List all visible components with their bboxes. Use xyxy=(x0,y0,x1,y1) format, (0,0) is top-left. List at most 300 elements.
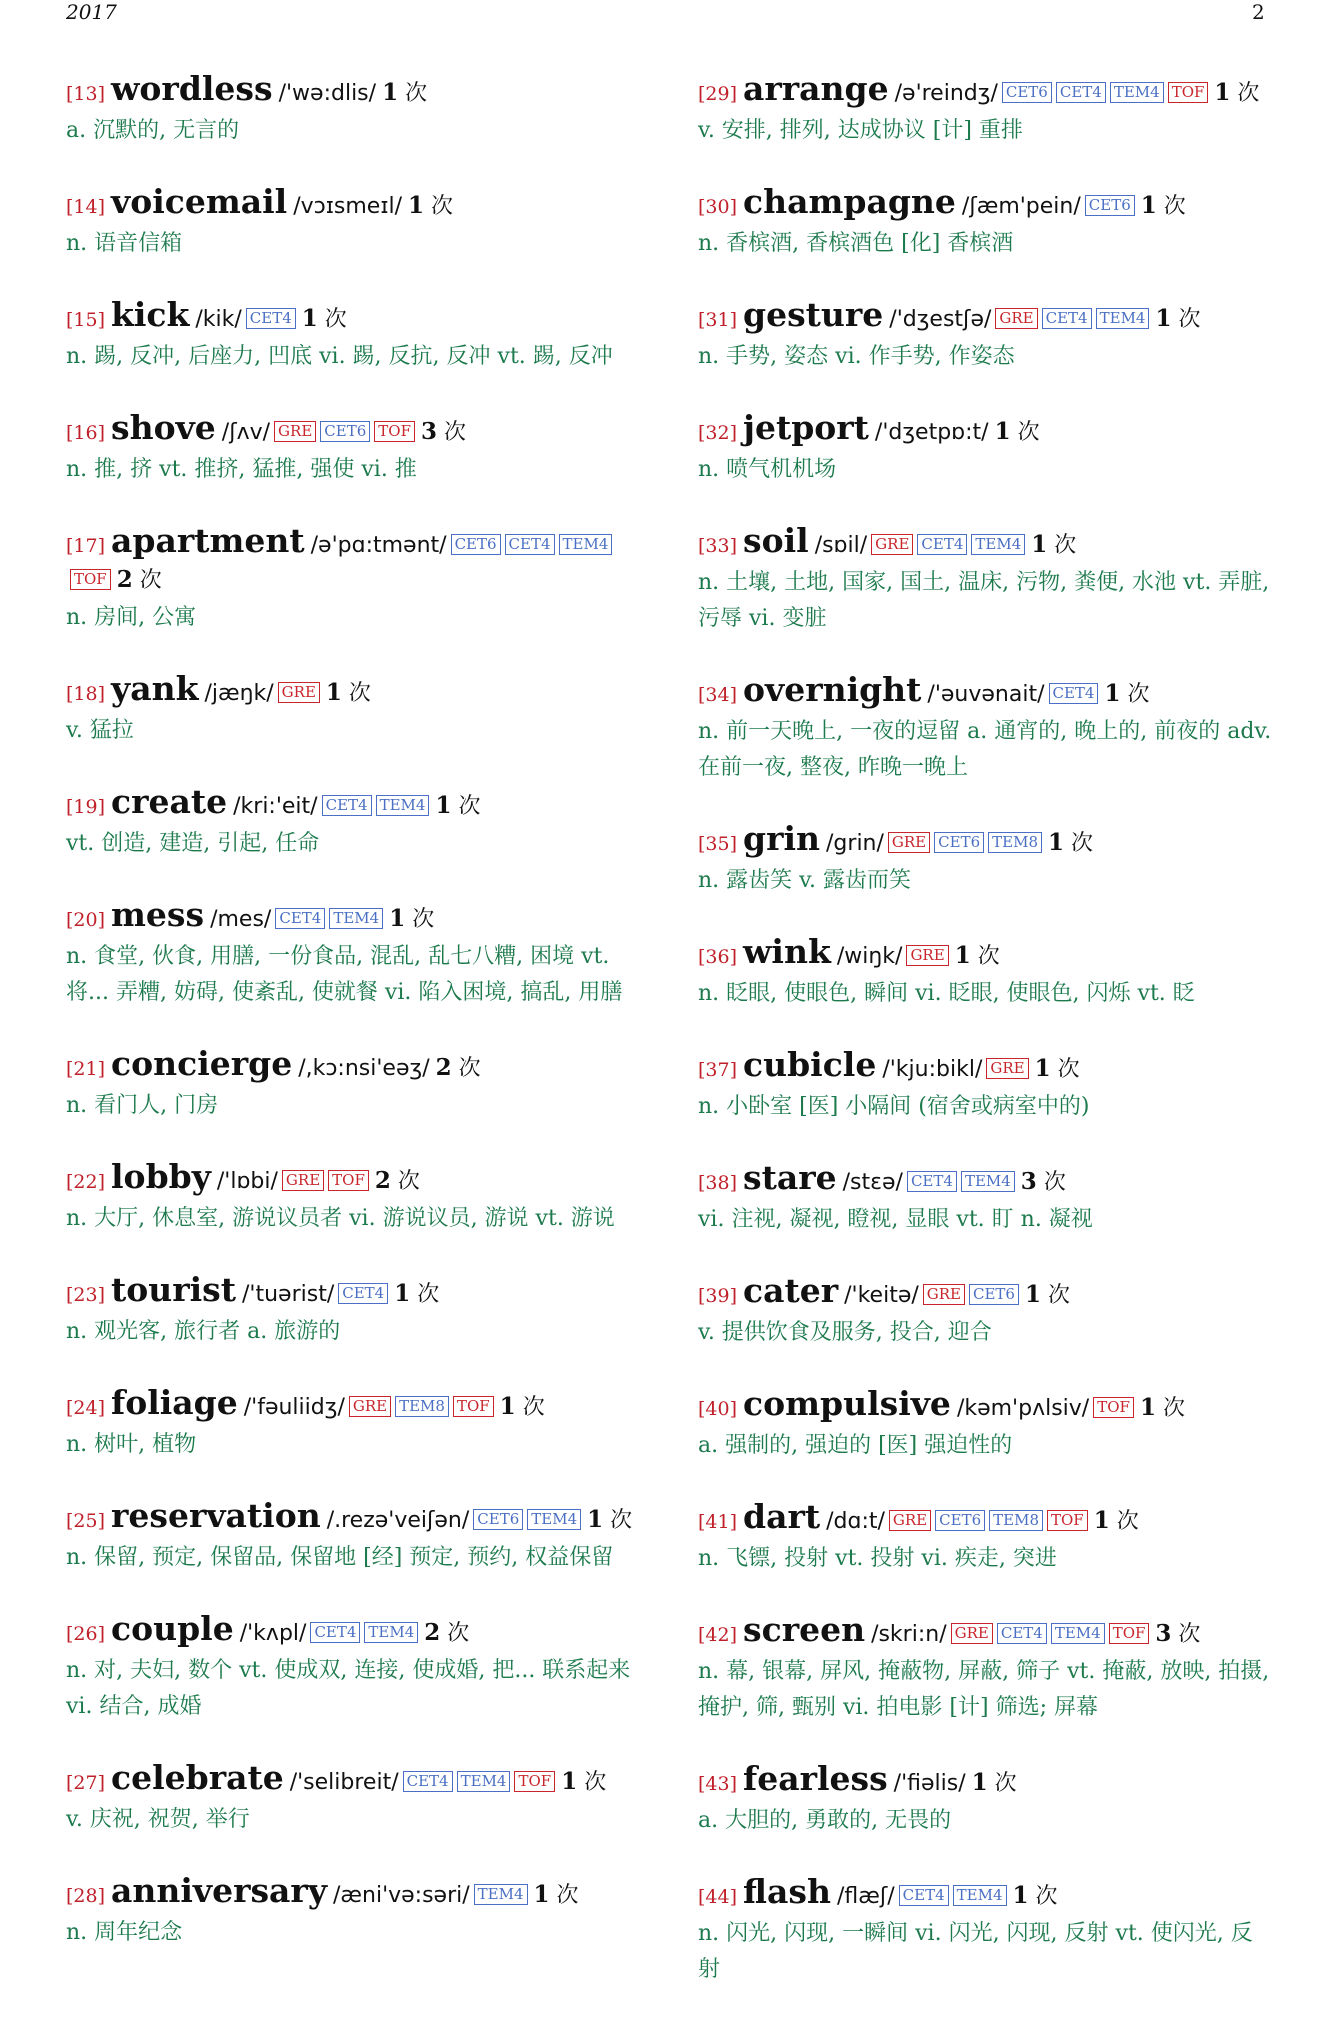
frequency-count xyxy=(1155,307,1200,332)
entry-number: [29] xyxy=(698,83,738,105)
headword: voicemail xyxy=(111,182,288,221)
headword: grin xyxy=(743,819,821,858)
count-unit: 次 xyxy=(1178,307,1201,332)
frequency-count xyxy=(587,1508,632,1533)
headword: wordless xyxy=(111,69,273,108)
exam-tag: CET6 xyxy=(934,832,984,853)
frequency-count xyxy=(995,420,1040,445)
exam-tag: TOF xyxy=(1047,1510,1088,1531)
count-value: 1 xyxy=(394,1280,411,1307)
count-value: 1 xyxy=(408,192,425,219)
entry-number: [15] xyxy=(66,309,106,331)
exam-tag: TEM4 xyxy=(961,1171,1015,1192)
exam-tag: TOF xyxy=(1093,1397,1134,1418)
entry-number: [27] xyxy=(66,1772,106,1794)
count-value: 1 xyxy=(1012,1882,1029,1909)
entry-number: [36] xyxy=(698,946,738,968)
headword: gesture xyxy=(743,295,884,334)
phonetic: /'dʒestʃə/ xyxy=(889,307,992,332)
definition: n. 看门人, 门房 xyxy=(66,1093,219,1118)
count-value: 1 xyxy=(533,1881,550,1908)
vocab-entry xyxy=(66,1383,641,1463)
entry-number: [41] xyxy=(698,1511,738,1533)
phonetic: /ʃæm'pein/ xyxy=(961,194,1081,219)
vocab-entry xyxy=(66,895,641,1011)
frequency-count xyxy=(389,907,434,932)
entry-headline xyxy=(66,1758,641,1800)
count-unit: 次 xyxy=(139,568,162,593)
vocab-entry xyxy=(698,1872,1273,1988)
exam-tag: CET6 xyxy=(473,1509,523,1530)
count-value: 1 xyxy=(1140,192,1157,219)
entry-number: [35] xyxy=(698,833,738,855)
vocab-entry xyxy=(698,69,1273,149)
phonetic: /'lɒbi/ xyxy=(216,1169,278,1194)
exam-tag: GRE xyxy=(282,1170,324,1191)
exam-tag: CET4 xyxy=(1056,82,1106,103)
frequency-count xyxy=(1214,81,1259,106)
entry-number: [38] xyxy=(698,1172,738,1194)
definition: v. 安排, 排列, 达成协议 [计] 重排 xyxy=(698,118,1023,143)
definition: n. 土壤, 土地, 国家, 国土, 温床, 污物, 粪便, 水池 vt. 弄脏, 污辱 vi. 变脏 xyxy=(698,570,1270,631)
headword: stare xyxy=(743,1158,837,1197)
headword: couple xyxy=(111,1609,234,1648)
count-value: 3 xyxy=(1155,1620,1172,1647)
frequency-count xyxy=(394,1282,439,1307)
entry-headline xyxy=(66,408,641,450)
entry-headline xyxy=(698,1610,1273,1652)
count-value: 1 xyxy=(1093,1507,1110,1534)
frequency-count xyxy=(1155,1622,1200,1647)
phonetic: /'selibreit/ xyxy=(289,1770,399,1795)
count-value: 1 xyxy=(971,1769,988,1796)
headword: wink xyxy=(743,932,831,971)
exam-tag: TEM4 xyxy=(329,908,383,929)
vocab-entry xyxy=(66,1044,641,1124)
definition: n. 食堂, 伙食, 用膳, 一份食品, 混乱, 乱七八糟, 困境 vt. 将... 弄糟, 妨碍, 使紊乱, 使就餐 vi. 陷入困境, 搞乱, 用膳 xyxy=(66,944,623,1005)
count-unit: 次 xyxy=(1017,420,1040,445)
definition: a. 强制的, 强迫的 [医] 强迫性的 xyxy=(698,1433,1013,1458)
phonetic: /kəm'pʌlsiv/ xyxy=(956,1396,1090,1421)
entry-headline xyxy=(698,295,1273,337)
exam-tag: GRE xyxy=(349,1396,391,1417)
count-value: 1 xyxy=(954,942,971,969)
count-unit: 次 xyxy=(1043,1170,1066,1195)
exam-tag: GRE xyxy=(995,308,1037,329)
headword: jetport xyxy=(743,408,869,447)
phonetic: /,kɔ:nsi'eəʒ/ xyxy=(298,1056,430,1081)
vocab-entry xyxy=(698,932,1273,1012)
exam-tag: TEM4 xyxy=(527,1509,581,1530)
headword: yank xyxy=(111,669,199,708)
exam-tag: TOF xyxy=(514,1771,555,1792)
frequency-count xyxy=(1035,1057,1080,1082)
vocab-entry xyxy=(698,1045,1273,1125)
count-unit: 次 xyxy=(1178,1622,1201,1647)
phonetic: /ə'reindʒ/ xyxy=(894,81,998,106)
definition: n. 眨眼, 使眼色, 瞬间 vi. 眨眼, 使眼色, 闪烁 vt. 眨 xyxy=(698,981,1195,1006)
entry-number: [30] xyxy=(698,196,738,218)
frequency-count xyxy=(972,1771,1017,1796)
entry-number: [26] xyxy=(66,1623,106,1645)
exam-tag: TOF xyxy=(374,421,415,442)
entry-number: [24] xyxy=(66,1397,106,1419)
entry-number: [42] xyxy=(698,1624,738,1646)
exam-tag: GRE xyxy=(889,1510,931,1531)
frequency-count xyxy=(302,307,347,332)
entry-headline xyxy=(66,1157,641,1199)
count-value: 1 xyxy=(587,1506,604,1533)
entry-number: [20] xyxy=(66,909,106,931)
count-unit: 次 xyxy=(458,1056,481,1081)
count-unit: 次 xyxy=(1035,1884,1058,1909)
count-unit: 次 xyxy=(431,194,454,219)
count-unit: 次 xyxy=(1127,682,1150,707)
definition: n. 露齿笑 v. 露齿而笑 xyxy=(698,868,911,893)
count-unit: 次 xyxy=(977,944,1000,969)
count-unit: 次 xyxy=(1057,1057,1080,1082)
entry-number: [22] xyxy=(66,1171,106,1193)
exam-tag: TEM4 xyxy=(457,1771,511,1792)
entry-number: [17] xyxy=(66,535,106,557)
exam-tag: TOF xyxy=(70,569,111,590)
entry-headline xyxy=(698,1384,1273,1426)
exam-tag: TEM8 xyxy=(988,832,1042,853)
entry-headline xyxy=(66,69,641,111)
count-value: 3 xyxy=(420,418,437,445)
vocab-entry xyxy=(66,1871,641,1951)
exam-tag: TEM4 xyxy=(364,1622,418,1643)
phonetic: /'wə:dlis/ xyxy=(278,81,377,106)
vocab-entry xyxy=(66,669,641,749)
entry-headline xyxy=(66,295,641,337)
exam-tag: TEM4 xyxy=(953,1885,1007,1906)
phonetic: /stɛə/ xyxy=(842,1170,903,1195)
headword: arrange xyxy=(743,69,889,108)
exam-tag: TEM4 xyxy=(971,534,1025,555)
entry-headline xyxy=(698,1759,1273,1801)
entry-headline xyxy=(66,782,641,824)
definition: n. 幕, 银幕, 屏风, 掩蔽物, 屏蔽, 筛子 vt. 掩蔽, 放映, 拍摄, 掩护, 筛, 甄别 vi. 拍电影 [计] 筛选; 屏幕 xyxy=(698,1659,1270,1720)
entry-number: [21] xyxy=(66,1058,106,1080)
count-value: 2 xyxy=(374,1167,391,1194)
phonetic: /'dʒetpɒ:t/ xyxy=(874,420,989,445)
exam-tag: GRE xyxy=(278,682,320,703)
left-column xyxy=(66,69,641,1987)
count-unit: 次 xyxy=(1163,194,1186,219)
entry-number: [18] xyxy=(66,683,106,705)
entry-number: [19] xyxy=(66,796,106,818)
entry-headline xyxy=(66,1044,641,1086)
count-value: 1 xyxy=(1024,1281,1041,1308)
headword: dart xyxy=(743,1497,821,1536)
frequency-count xyxy=(1013,1884,1058,1909)
exam-tag: GRE xyxy=(888,832,930,853)
count-value: 1 xyxy=(382,79,399,106)
headword: soil xyxy=(743,521,809,560)
count-unit: 次 xyxy=(994,1771,1017,1796)
headword: champagne xyxy=(743,182,956,221)
count-unit: 次 xyxy=(1162,1396,1185,1421)
count-value: 1 xyxy=(325,679,342,706)
count-unit: 次 xyxy=(556,1883,579,1908)
frequency-count xyxy=(955,944,1000,969)
headword: compulsive xyxy=(743,1384,951,1423)
entry-headline xyxy=(698,408,1273,450)
entry-number: [14] xyxy=(66,196,106,218)
entry-headline xyxy=(698,670,1273,712)
count-unit: 次 xyxy=(1237,81,1260,106)
definition: n. 对, 夫妇, 数个 vt. 使成双, 连接, 使成婚, 把... 联系起来 vi. 结合, 成婚 xyxy=(66,1658,631,1719)
count-value: 2 xyxy=(424,1619,441,1646)
headword: reservation xyxy=(111,1496,321,1535)
definition: a. 沉默的, 无言的 xyxy=(66,118,240,143)
phonetic: /skri:n/ xyxy=(871,1622,947,1647)
count-unit: 次 xyxy=(444,420,467,445)
entry-headline xyxy=(66,1270,641,1312)
count-value: 1 xyxy=(301,305,318,332)
entry-number: [28] xyxy=(66,1885,106,1907)
headword: overnight xyxy=(743,670,922,709)
count-unit: 次 xyxy=(1071,831,1094,856)
exam-tag: CET4 xyxy=(1049,683,1099,704)
exam-tag: TEM4 xyxy=(1110,82,1164,103)
frequency-count xyxy=(500,1395,545,1420)
exam-tag: CET4 xyxy=(322,795,372,816)
vocab-entry xyxy=(698,1384,1273,1464)
vocab-entry xyxy=(66,1157,641,1237)
frequency-count xyxy=(375,1169,420,1194)
entry-number: [25] xyxy=(66,1510,106,1532)
count-value: 1 xyxy=(1034,1055,1051,1082)
definition: n. 小卧室 [医] 小隔间 (宿舍或病室中的) xyxy=(698,1094,1090,1119)
definition: n. 大厅, 休息室, 游说议员者 vi. 游说议员, 游说 vt. 游说 xyxy=(66,1206,615,1231)
headword: tourist xyxy=(111,1270,237,1309)
headword: anniversary xyxy=(111,1871,327,1910)
frequency-count xyxy=(1141,194,1186,219)
vocab-entry xyxy=(66,1609,641,1725)
count-unit: 次 xyxy=(405,81,428,106)
exam-tag: CET4 xyxy=(310,1622,360,1643)
vocab-entry xyxy=(66,69,641,149)
vocab-entry xyxy=(66,295,641,375)
entry-number: [40] xyxy=(698,1398,738,1420)
exam-tag: CET4 xyxy=(505,534,555,555)
entry-headline xyxy=(66,1496,641,1538)
frequency-count xyxy=(1031,533,1076,558)
entry-number: [44] xyxy=(698,1886,738,1908)
definition: n. 手势, 姿态 vi. 作手势, 作姿态 xyxy=(698,344,1015,369)
phonetic: /'fiəlis/ xyxy=(893,1771,966,1796)
headword: create xyxy=(111,782,228,821)
frequency-count xyxy=(1025,1283,1070,1308)
definition: a. 大胆的, 勇敢的, 无畏的 xyxy=(698,1808,952,1833)
definition: n. 房间, 公寓 xyxy=(66,605,197,630)
entry-number: [23] xyxy=(66,1284,106,1306)
entry-number: [16] xyxy=(66,422,106,444)
definition: n. 树叶, 植物 xyxy=(66,1432,197,1457)
exam-tag: TOF xyxy=(1168,82,1209,103)
exam-tag: CET4 xyxy=(246,308,296,329)
frequency-count xyxy=(1140,1396,1185,1421)
exam-tag: CET4 xyxy=(275,908,325,929)
vocab-entry xyxy=(66,408,641,488)
exam-tag: GRE xyxy=(951,1623,993,1644)
definition: v. 庆祝, 祝贺, 举行 xyxy=(66,1807,250,1832)
definition: v. 提供饮食及服务, 投合, 迎合 xyxy=(698,1320,992,1345)
entry-headline xyxy=(698,819,1273,861)
count-unit: 次 xyxy=(458,794,481,819)
exam-tag: TEM4 xyxy=(559,534,613,555)
frequency-count xyxy=(561,1770,606,1795)
phonetic: /ʃʌv/ xyxy=(221,420,271,445)
phonetic: /dɑ:t/ xyxy=(826,1509,885,1534)
exam-tag: CET6 xyxy=(451,534,501,555)
phonetic: /sɒil/ xyxy=(814,533,868,558)
entry-headline xyxy=(66,1383,641,1425)
phonetic: /jæŋk/ xyxy=(204,681,274,706)
entry-headline xyxy=(698,932,1273,974)
entry-headline xyxy=(698,1158,1273,1200)
headword: concierge xyxy=(111,1044,293,1083)
headword: lobby xyxy=(111,1157,211,1196)
definition: n. 闪光, 闪现, 一瞬间 vi. 闪光, 闪现, 反射 vt. 使闪光, 反射 xyxy=(698,1921,1253,1982)
headword: flash xyxy=(743,1872,831,1911)
vocab-entry xyxy=(66,1496,641,1576)
exam-tag: TEM4 xyxy=(376,795,430,816)
definition: v. 猛拉 xyxy=(66,718,134,743)
entry-headline xyxy=(698,182,1273,224)
count-unit: 次 xyxy=(1116,1509,1139,1534)
entry-headline xyxy=(698,1497,1273,1539)
definition: n. 语音信箱 xyxy=(66,231,183,256)
vocab-entry xyxy=(698,408,1273,488)
phonetic: /kri:'eit/ xyxy=(233,794,318,819)
definition: n. 保留, 预定, 保留品, 保留地 [经] 预定, 预约, 权益保留 xyxy=(66,1545,614,1570)
frequency-count xyxy=(435,794,480,819)
count-value: 1 xyxy=(1139,1394,1156,1421)
count-unit: 次 xyxy=(397,1169,420,1194)
count-value: 1 xyxy=(1155,305,1172,332)
phonetic: /'fəuliidʒ/ xyxy=(243,1395,345,1420)
entry-headline xyxy=(66,521,641,598)
headword: cubicle xyxy=(743,1045,877,1084)
vocab-entry xyxy=(698,1271,1273,1351)
definition: vt. 创造, 建造, 引起, 任命 xyxy=(66,831,320,856)
count-unit: 次 xyxy=(522,1395,545,1420)
frequency-count xyxy=(534,1883,579,1908)
phonetic: /kik/ xyxy=(195,307,242,332)
definition: n. 踢, 反冲, 后座力, 凹底 vi. 踢, 反抗, 反冲 vt. 踢, 反冲 xyxy=(66,344,613,369)
entry-number: [32] xyxy=(698,422,738,444)
vocab-entry xyxy=(66,182,641,262)
frequency-count xyxy=(421,420,466,445)
headword: shove xyxy=(111,408,216,447)
vocab-entry xyxy=(66,782,641,862)
phonetic: /wiŋk/ xyxy=(836,944,903,969)
entry-headline xyxy=(698,1271,1273,1313)
entry-headline xyxy=(698,1045,1273,1087)
phonetic: /mes/ xyxy=(210,907,272,932)
count-value: 1 xyxy=(1104,680,1121,707)
vocab-entry xyxy=(698,670,1273,786)
frequency-count xyxy=(1048,831,1093,856)
phonetic: /.rezə'veiʃən/ xyxy=(326,1508,470,1533)
exam-tag: TEM4 xyxy=(1096,308,1150,329)
exam-tag: CET6 xyxy=(320,421,370,442)
entry-number: [37] xyxy=(698,1059,738,1081)
exam-tag: CET4 xyxy=(1042,308,1092,329)
entry-headline xyxy=(698,521,1273,563)
headword: celebrate xyxy=(111,1758,284,1797)
count-unit: 次 xyxy=(584,1770,607,1795)
headword: foliage xyxy=(111,1383,238,1422)
exam-tag: GRE xyxy=(274,421,316,442)
exam-tag: TOF xyxy=(453,1396,494,1417)
vocab-entry xyxy=(698,1497,1273,1577)
entry-number: [33] xyxy=(698,535,738,557)
vocab-entry xyxy=(698,1610,1273,1726)
exam-tag: CET4 xyxy=(403,1771,453,1792)
frequency-count xyxy=(1094,1509,1139,1534)
frequency-count xyxy=(1021,1170,1066,1195)
right-column xyxy=(698,69,1273,2024)
exam-tag: CET4 xyxy=(338,1283,388,1304)
headword: kick xyxy=(111,295,190,334)
exam-tag: CET6 xyxy=(1085,195,1135,216)
headword: apartment xyxy=(111,521,305,560)
count-value: 1 xyxy=(561,1768,578,1795)
definition: n. 前一天晚上, 一夜的逗留 a. 通宵的, 晚上的, 前夜的 adv. 在前一夜, 整夜, 昨晚一晚上 xyxy=(698,719,1272,780)
frequency-count xyxy=(408,194,453,219)
frequency-count xyxy=(436,1056,481,1081)
vocab-entry xyxy=(66,1270,641,1350)
phonetic: /'tuərist/ xyxy=(242,1282,335,1307)
count-unit: 次 xyxy=(447,1621,470,1646)
entry-headline xyxy=(698,69,1273,111)
vocab-entry xyxy=(698,521,1273,637)
exam-tag: TEM4 xyxy=(1051,1623,1105,1644)
phonetic: /'əuvənait/ xyxy=(927,682,1045,707)
count-value: 1 xyxy=(1047,829,1064,856)
phonetic: /flæʃ/ xyxy=(836,1884,895,1909)
count-value: 1 xyxy=(435,792,452,819)
definition: n. 喷气机机场 xyxy=(698,457,837,482)
phonetic: /'kʌpl/ xyxy=(239,1621,307,1646)
page-year: 2017 xyxy=(66,0,117,24)
count-unit: 次 xyxy=(610,1508,633,1533)
exam-tag: TEM8 xyxy=(989,1510,1043,1531)
vocab-entry xyxy=(66,1758,641,1838)
vocab-entry xyxy=(66,521,641,636)
exam-tag: TOF xyxy=(1109,1623,1150,1644)
count-unit: 次 xyxy=(412,907,435,932)
definition: n. 周年纪念 xyxy=(66,1920,183,1945)
exam-tag: CET4 xyxy=(899,1885,949,1906)
page-number: 2 xyxy=(1252,0,1265,24)
exam-tag: CET4 xyxy=(997,1623,1047,1644)
exam-tag: GRE xyxy=(986,1058,1028,1079)
vocab-entry xyxy=(698,819,1273,899)
frequency-count xyxy=(1104,682,1149,707)
phonetic: /ə'pɑ:tmənt/ xyxy=(310,533,447,558)
exam-tag: TEM8 xyxy=(395,1396,449,1417)
count-unit: 次 xyxy=(417,1282,440,1307)
vocab-entry xyxy=(698,1759,1273,1839)
exam-tag: GRE xyxy=(906,945,948,966)
entry-headline xyxy=(66,1609,641,1651)
entry-number: [31] xyxy=(698,309,738,331)
